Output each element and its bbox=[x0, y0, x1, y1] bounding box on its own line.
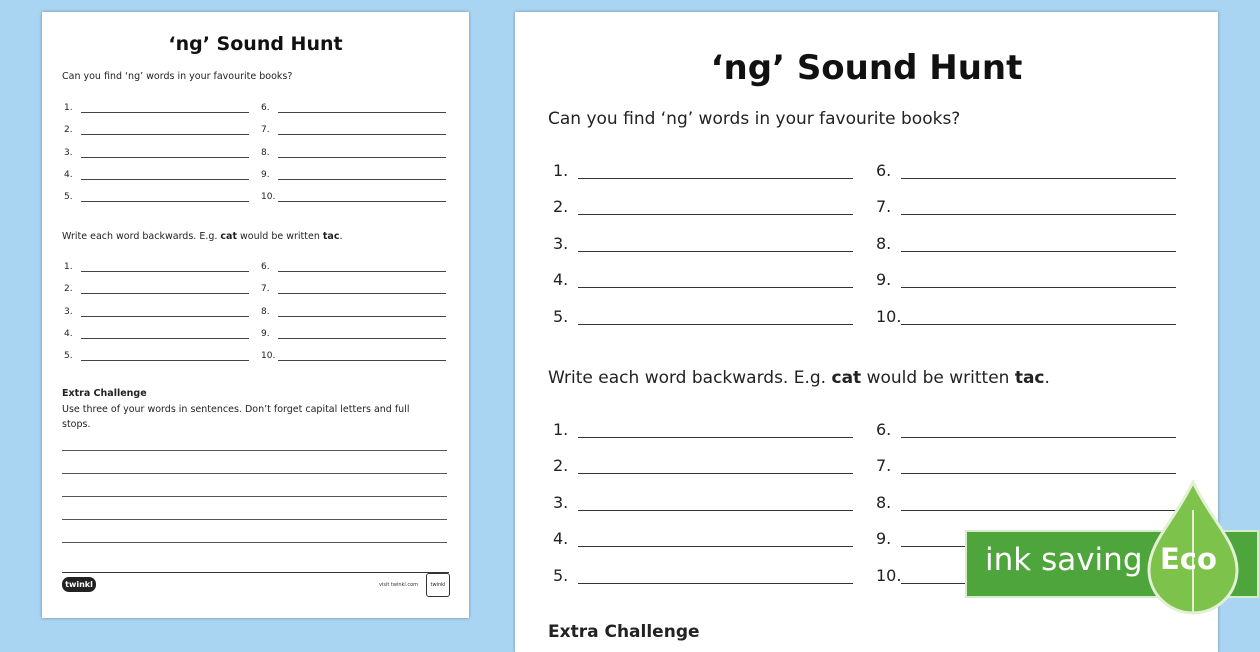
answer-line[interactable] bbox=[901, 473, 1176, 474]
answer-number: 6. bbox=[261, 103, 270, 113]
ink-saving-eco-badge bbox=[965, 480, 1259, 615]
answer-number: 3. bbox=[64, 306, 73, 317]
answer-line[interactable] bbox=[278, 112, 446, 113]
answer-number: 5. bbox=[553, 565, 569, 585]
twinkl-logo: twinkl bbox=[62, 577, 96, 592]
question-1: Can you find ‘ng’ words in your favourite books? bbox=[62, 71, 293, 82]
answer-row-thumb bbox=[261, 262, 446, 274]
answer-row-large bbox=[876, 307, 1176, 331]
answer-row-thumb bbox=[64, 192, 249, 204]
answer-line[interactable] bbox=[81, 157, 249, 158]
answer-row-large bbox=[553, 529, 853, 553]
answer-row-large bbox=[876, 456, 1176, 480]
answer-line[interactable] bbox=[81, 360, 249, 361]
answer-line[interactable] bbox=[901, 287, 1176, 288]
answer-number: 4. bbox=[64, 169, 73, 180]
answer-number: 4. bbox=[553, 270, 569, 290]
answer-row-large bbox=[876, 161, 1176, 185]
page-title: ‘ng’ Sound Hunt bbox=[168, 33, 343, 55]
answer-row-thumb bbox=[261, 192, 446, 204]
answer-number: 7. bbox=[261, 284, 270, 295]
answer-number: 10. bbox=[876, 306, 902, 326]
answer-line[interactable] bbox=[578, 510, 853, 511]
answer-number: 7. bbox=[876, 197, 892, 217]
answer-number: 2. bbox=[64, 284, 73, 295]
answer-line[interactable] bbox=[81, 271, 249, 272]
answer-row-thumb bbox=[64, 125, 249, 137]
extra-challenge-heading: Extra Challenge bbox=[62, 388, 147, 399]
answer-line[interactable] bbox=[578, 287, 853, 288]
answer-row-thumb bbox=[261, 329, 446, 341]
answer-row-thumb bbox=[64, 307, 249, 319]
answer-number: 2. bbox=[553, 456, 569, 476]
answer-row-thumb bbox=[64, 103, 249, 115]
answer-row-thumb bbox=[64, 262, 249, 274]
answer-line[interactable] bbox=[578, 324, 853, 325]
twinkl-badge-icon: twinkl bbox=[426, 573, 450, 597]
answer-number: 3. bbox=[553, 233, 569, 253]
answer-line[interactable] bbox=[81, 338, 249, 339]
answer-row-large bbox=[553, 234, 853, 258]
answer-line[interactable] bbox=[278, 201, 446, 202]
writing-line bbox=[62, 450, 447, 451]
answer-line[interactable] bbox=[278, 338, 446, 339]
writing-line bbox=[62, 496, 447, 497]
answer-number: 1. bbox=[553, 161, 569, 180]
question-1-large: Can you find ‘ng’ words in your favourite books? bbox=[548, 109, 961, 129]
answer-row-large bbox=[553, 270, 853, 294]
answer-line[interactable] bbox=[901, 214, 1176, 215]
question-2-large: Write each word backwards. E.g. cat would be written tac. bbox=[548, 368, 1050, 388]
answer-line[interactable] bbox=[278, 157, 446, 158]
answer-number: 3. bbox=[64, 147, 73, 158]
answer-row-thumb bbox=[261, 307, 446, 319]
answer-number: 6. bbox=[876, 420, 892, 439]
answer-number: 7. bbox=[876, 456, 892, 476]
answer-number: 10. bbox=[261, 192, 276, 203]
question-2: Write each word backwards. E.g. cat would be written tac. bbox=[62, 231, 343, 242]
answer-row-thumb bbox=[64, 148, 249, 160]
answer-line[interactable] bbox=[81, 134, 249, 135]
answer-line[interactable] bbox=[81, 179, 249, 180]
answer-number: 6. bbox=[261, 262, 270, 272]
answer-number: 3. bbox=[553, 492, 569, 512]
answer-number: 4. bbox=[553, 529, 569, 549]
answer-row-thumb bbox=[261, 284, 446, 296]
answer-row-large bbox=[876, 270, 1176, 294]
answer-number: 4. bbox=[64, 328, 73, 339]
answer-line[interactable] bbox=[901, 324, 1176, 325]
answer-number: 1. bbox=[553, 420, 569, 439]
answer-row-thumb bbox=[64, 351, 249, 363]
answer-line[interactable] bbox=[901, 437, 1176, 438]
answer-row-large bbox=[553, 456, 853, 480]
answer-row-large bbox=[553, 420, 853, 444]
answer-row-thumb bbox=[261, 351, 446, 363]
visit-text: visit twinkl.com bbox=[379, 582, 419, 588]
answer-line[interactable] bbox=[578, 437, 853, 438]
answer-row-thumb bbox=[64, 170, 249, 182]
answer-number: 8. bbox=[261, 306, 270, 317]
answer-number: 8. bbox=[876, 492, 892, 512]
answer-line[interactable] bbox=[901, 178, 1176, 179]
answer-row-large bbox=[553, 566, 853, 590]
answer-line[interactable] bbox=[278, 293, 446, 294]
writing-line bbox=[62, 473, 447, 474]
answer-line[interactable] bbox=[278, 316, 446, 317]
answer-line[interactable] bbox=[278, 360, 446, 361]
eco-word: Eco bbox=[1160, 542, 1217, 576]
answer-number: 5. bbox=[64, 351, 73, 362]
answer-line[interactable] bbox=[578, 251, 853, 252]
answer-number: 7. bbox=[261, 125, 270, 136]
answer-number: 5. bbox=[64, 192, 73, 203]
answer-row-large bbox=[553, 161, 853, 185]
answer-line[interactable] bbox=[81, 316, 249, 317]
ink-saving-label: ink saving bbox=[985, 542, 1143, 578]
answer-number: 2. bbox=[553, 197, 569, 217]
answer-line[interactable] bbox=[578, 214, 853, 215]
answer-line[interactable] bbox=[278, 179, 446, 180]
answer-number: 5. bbox=[553, 306, 569, 326]
page-title-large: ‘ng’ Sound Hunt bbox=[710, 48, 1023, 88]
writing-line bbox=[62, 542, 447, 543]
answer-line[interactable] bbox=[81, 112, 249, 113]
answer-row-large bbox=[553, 307, 853, 331]
answer-number: 9. bbox=[261, 328, 270, 339]
answer-number: 1. bbox=[64, 262, 73, 272]
answer-line[interactable] bbox=[278, 271, 446, 272]
answer-line[interactable] bbox=[578, 178, 853, 179]
writing-line bbox=[62, 519, 447, 520]
answer-row-thumb bbox=[64, 329, 249, 341]
answer-row-large bbox=[553, 197, 853, 221]
answer-row-thumb bbox=[261, 148, 446, 160]
answer-number: 9. bbox=[261, 169, 270, 180]
answer-number: 9. bbox=[876, 529, 892, 549]
answer-number: 2. bbox=[64, 125, 73, 136]
answer-row-thumb bbox=[64, 284, 249, 296]
answer-row-thumb bbox=[261, 125, 446, 137]
answer-number: 10. bbox=[876, 565, 902, 585]
worksheet-thumbnail bbox=[42, 12, 469, 618]
answer-number: 9. bbox=[876, 270, 892, 290]
answer-line[interactable] bbox=[578, 473, 853, 474]
answer-row-large bbox=[553, 493, 853, 517]
answer-line[interactable] bbox=[578, 583, 853, 584]
answer-number: 10. bbox=[261, 351, 276, 362]
answer-line[interactable] bbox=[578, 546, 853, 547]
answer-row-thumb bbox=[261, 103, 446, 115]
answer-row-thumb bbox=[261, 170, 446, 182]
answer-row-large bbox=[876, 420, 1176, 444]
answer-number: 8. bbox=[261, 147, 270, 158]
answer-line[interactable] bbox=[81, 293, 249, 294]
footer-divider bbox=[62, 572, 449, 573]
answer-line[interactable] bbox=[278, 134, 446, 135]
answer-line[interactable] bbox=[81, 201, 249, 202]
answer-number: 1. bbox=[64, 103, 73, 113]
extra-challenge-text: Use three of your words in sentences. Don’t forget capital letters and full stops. bbox=[62, 404, 410, 430]
answer-row-large bbox=[876, 197, 1176, 221]
answer-number: 6. bbox=[876, 161, 892, 180]
answer-number: 8. bbox=[876, 233, 892, 253]
answer-line[interactable] bbox=[901, 251, 1176, 252]
answer-row-large bbox=[876, 234, 1176, 258]
extra-challenge-heading-large: Extra Challenge bbox=[548, 622, 700, 642]
